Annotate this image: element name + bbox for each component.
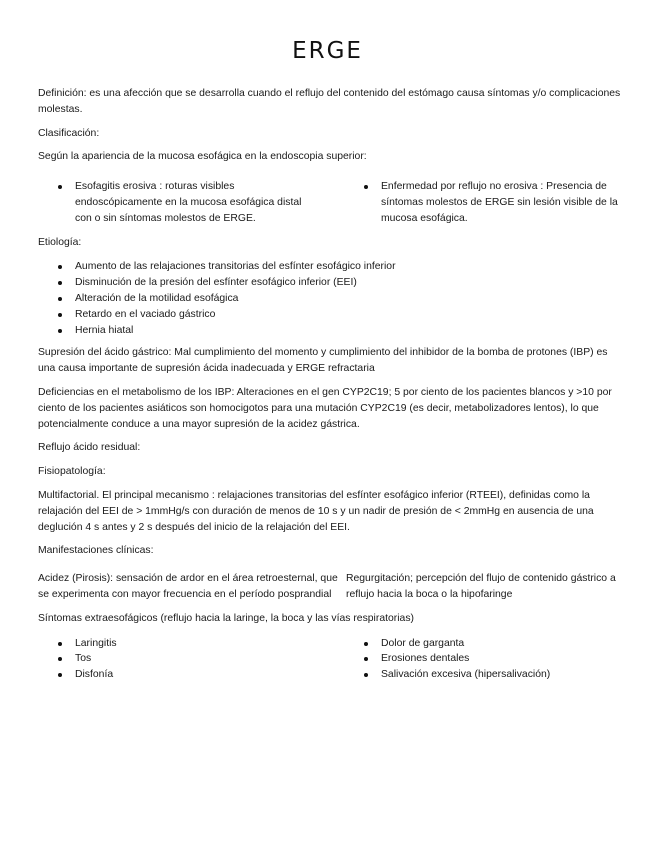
etiology-list xyxy=(38,259,623,338)
extraesophageal-label: Síntomas extraesofágicos (reflujo hacia la laringe, la boca y las vías respiratorias) xyxy=(38,612,414,624)
list-item: Aumento de las relajaciones transitorias del esfínter esofágico inferior xyxy=(38,259,623,275)
extraesophageal-right-list xyxy=(344,636,623,683)
clinical-manifestations-label: Manifestaciones clínicas: xyxy=(38,545,154,557)
heartburn-description: Acidez (Pirosis): sensación de ardor en el área retroesternal, que se experimenta con mayor frecuencia en el período posprandial xyxy=(38,573,338,600)
list-item: Tos xyxy=(38,651,344,667)
list-item: Hernia hiatal xyxy=(38,323,623,339)
ppi-metabolism-paragraph: Deficiencias en el metabolismo de los IBP: Alteraciones en el gen CYP2C19; 5 por ciento de los pacientes blancos y >10 por ciento de los pacientes asiáticos son homocigotos para una mutación CYP2C19 (es decir, metabolizadores lentos), lo que potencialmente conduce a una mayor supresión de la acidez gástrica. xyxy=(38,386,612,430)
definition-paragraph: Definición: es una afección que se desarrolla cuando el reflujo del contenido del estómago causa síntomas y/o complicaciones molestas. xyxy=(38,88,621,115)
extraesophageal-columns xyxy=(38,636,623,683)
classification-columns xyxy=(38,179,623,226)
classification-label: Clasificación: xyxy=(38,127,100,139)
extraesophageal-right-column xyxy=(344,636,623,683)
regurgitation-description: Regurgitación; percepción del flujo de contenido gástrico a reflujo hacia la boca o la hipofaringe xyxy=(346,573,616,600)
multifactorial-paragraph: Multifactorial. El principal mecanismo : relajaciones transitorias del esfínter esofágico inferior (RTEEI), definidas como la relajación del EEI de > 1mmHg/s con duración de menos de 10 s y un nadir de presión de < 2mmHg en ausencia de una deglución 4 s antes y 2 s después del inicio de la relajación del EEI. xyxy=(38,489,594,533)
list-item: Salivación excesiva (hipersalivación) xyxy=(344,667,623,683)
manifestations-columns xyxy=(38,571,623,603)
pathophysiology-label: Fisiopatología: xyxy=(38,466,106,478)
classification-left-column xyxy=(38,179,344,226)
list-item: Alteración de la motilidad esofágica xyxy=(38,291,623,307)
list-item: Laringitis xyxy=(38,636,344,652)
acid-suppression-paragraph: Supresión del ácido gástrico: Mal cumplimiento del momento y cumplimiento del inhibidor de la bomba de protones (IBP) es una causa importante de supresión ácida inadecuada y ERGE refractaria xyxy=(38,347,608,375)
residual-reflux-label: Reflujo ácido residual: xyxy=(38,442,141,454)
extraesophageal-left-list xyxy=(38,636,344,683)
list-item: Retardo en el vaciado gástrico xyxy=(38,307,623,323)
classification-right-column xyxy=(344,179,623,226)
list-item-enfermedad-no-erosiva: Enfermedad por reflujo no erosiva : Presencia de síntomas molestos de ERGE sin lesión visible de la mucosa esofágica. xyxy=(344,179,621,226)
list-item: Disminución de la presión del esfínter esofágico inferior (EEI) xyxy=(38,275,623,291)
classification-intro: Según la apariencia de la mucosa esofágica en la endoscopia superior: xyxy=(38,151,367,163)
classification-right-list xyxy=(344,179,623,226)
list-item-esofagitis-erosiva: Esofagitis erosiva : roturas visibles endoscópicamente en la mucosa esofágica distal con o sin síntomas molestos de ERGE. xyxy=(38,179,303,226)
list-item: Dolor de garganta xyxy=(344,636,623,652)
classification-left-list xyxy=(38,179,344,226)
extraesophageal-left-column xyxy=(38,636,344,683)
list-item: Erosiones dentales xyxy=(344,651,623,667)
list-item: Disfonía xyxy=(38,667,344,683)
document-body xyxy=(38,86,623,689)
page-title: ERGE xyxy=(292,38,363,64)
etiology-label: Etiología: xyxy=(38,236,82,248)
